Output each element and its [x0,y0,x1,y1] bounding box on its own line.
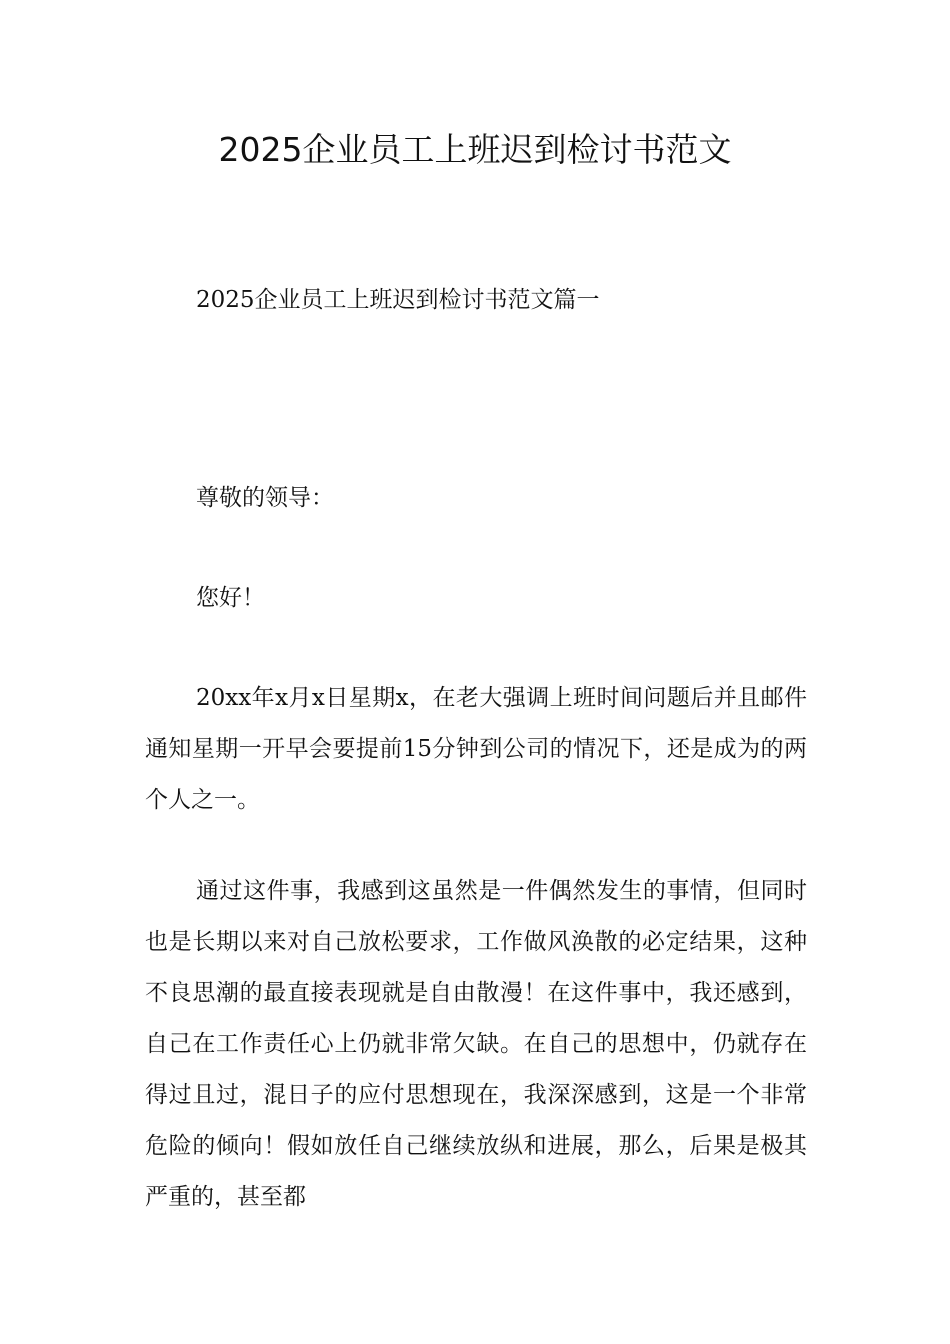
document-title: 2025企业员工上班迟到检讨书范文 [218,130,732,169]
body-paragraph-2: 通过这件事，我感到这虽然是一件偶然发生的事情，但同时也是长期以来对自己放松要求，工作做风涣散的必定结果，这种不良思潮的最直接表现就是自由散漫！在这件事中，我还感到，自己在工作责任心上仍就非常欠缺。在自己的思想中，仍就存在得过且过，混日子的应付思想现在，我深深感到，这是一个非常危险的倾向！假如放任自己继续放纵和进展，那么，后果是极其严重的，甚至都 [145,878,807,1210]
salutation: 尊敬的领导： [196,485,334,511]
body-paragraph-1: 20xx年x月x日星期x，在老大强调上班时间问题后并且邮件通知星期一开早会要提前15分钟到公司的情况下，还是成为的两个人之一。 [145,685,807,813]
section-heading: 2025企业员工上班迟到检讨书范文篇一 [196,287,600,313]
greeting: 您好！ [196,585,265,611]
